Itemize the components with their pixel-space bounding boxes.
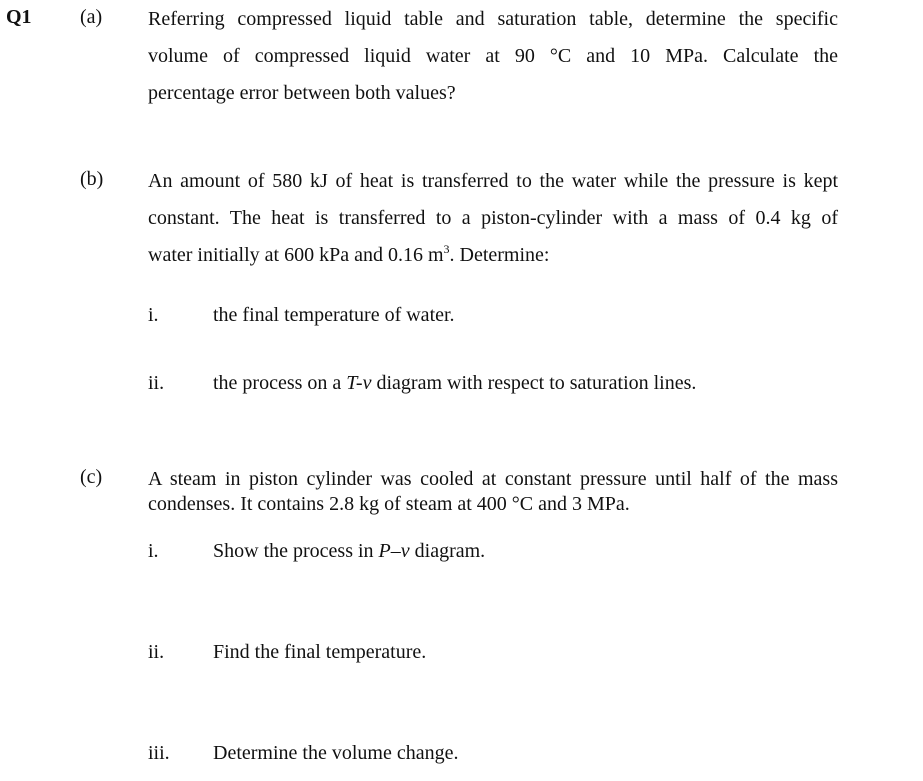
part-c-item-iii-text: Determine the volume change. [213,742,459,764]
part-c-label: (c) [80,466,103,488]
part-b-item-i-label: i. [148,304,159,326]
question-number: Q1 [6,6,32,28]
part-c-item-i-text [213,540,485,563]
part-a-label: (a) [80,6,103,28]
part-b-line-1: An amount of 580 kJ of heat is transferred to the water while the pressure is kept [148,170,838,192]
part-a-line-3: percentage error between both values? [148,82,456,104]
part-a-line-2: volume of compressed liquid water at 90 °C and 10 MPa. Calculate the [148,45,838,67]
part-b-item-ii-text [213,372,696,395]
part-c-line-1: A steam in piston cylinder was cooled at constant pressure until half of the mass [148,468,838,490]
part-c-item-i-pre: Show the process in [213,540,379,562]
part-b-label: (b) [80,168,104,190]
cubic-superscript: 3 [443,242,450,256]
part-c-item-ii-text: Find the final temperature. [213,641,427,663]
part-b-item-ii-post: diagram with respect to saturation lines. [371,372,697,394]
part-c-text [148,466,838,516]
part-a-text [148,6,838,117]
part-c-item-iii-label: iii. [148,742,170,764]
part-b-line-3 [148,242,838,279]
part-b-item-ii-label: ii. [148,372,165,394]
part-b-line-2: constant. The heat is transferred to a piston-cylinder with a mass of 0.4 kg of [148,207,838,229]
part-b-item-ii-pre: the process on a [213,372,347,394]
part-c-item-i-post: diagram. [409,540,486,562]
part-b-line-3-end: . Determine: [449,244,550,266]
part-a-line-1: Referring compressed liquid table and saturation table, determine the specific [148,8,838,30]
part-c-item-ii-label: ii. [148,641,165,663]
part-b-line-3-text: water initially at 600 kPa and 0.16 m [148,244,444,266]
t-v-variable: T-v [346,372,372,394]
p-v-variable: P–v [378,540,410,562]
part-b-text [148,168,838,279]
part-c-line-2: condenses. It contains 2.8 kg of steam at 400 °C and 3 MPa. [148,493,630,515]
part-c-item-i-label: i. [148,540,159,562]
part-b-item-i-text: the final temperature of water. [213,304,455,326]
